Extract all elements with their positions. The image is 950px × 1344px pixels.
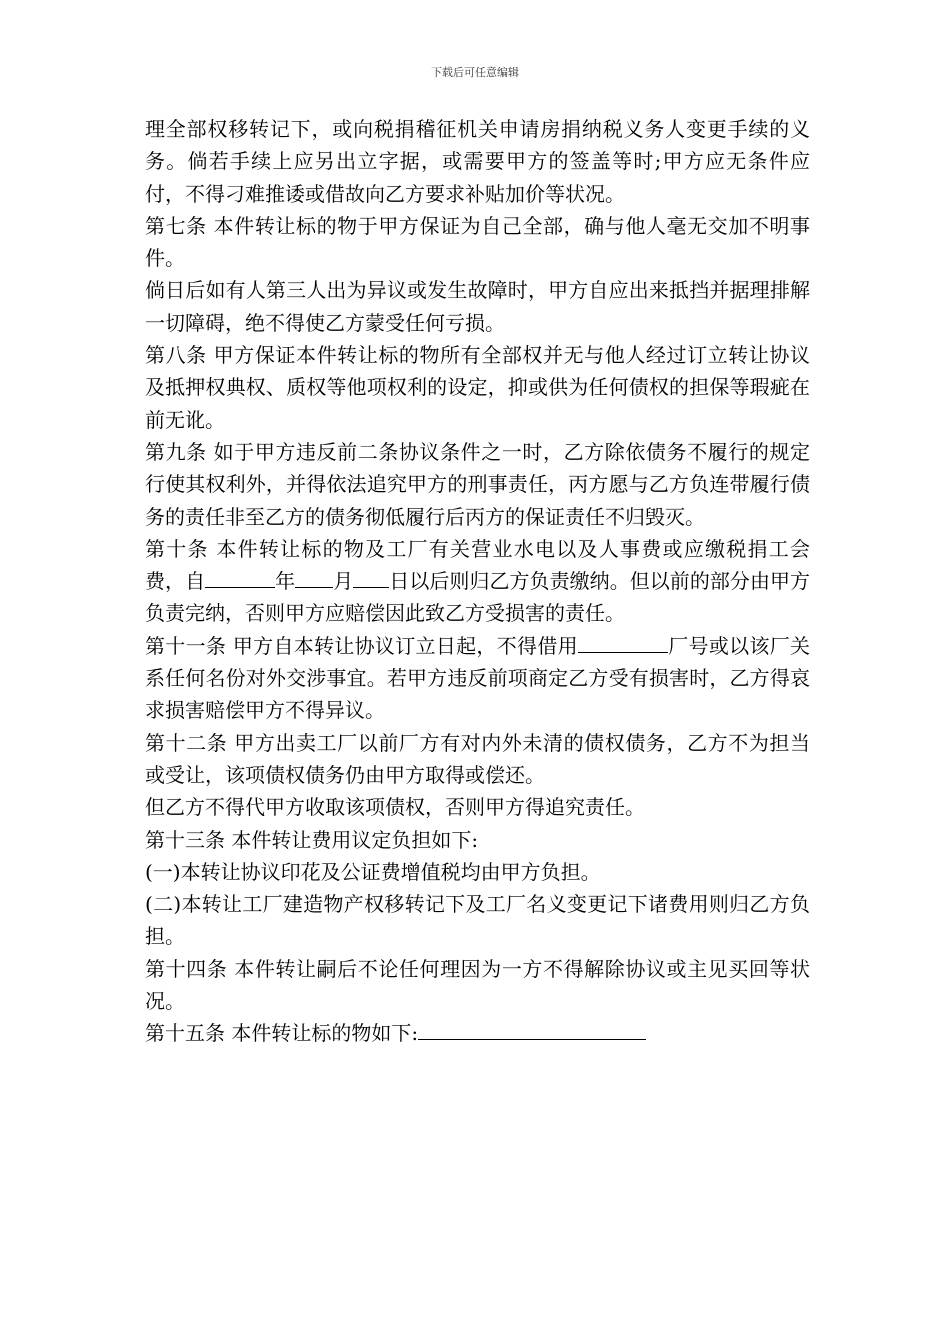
paragraph: 但乙方不得代甲方收取该项债权，否则甲方得追究责任。 [145,795,645,820]
text-segment: 日以后则归乙方负责缴纳。但以前的部分由甲方负责完纳，否则甲方应赔偿因此致乙方受损害的责任。 [145,569,811,626]
text-segment: 年 [275,569,296,594]
article-15 [145,1017,810,1049]
list-item: (一)本转让协议印花及公证费增值税均由甲方负担。 [145,859,601,884]
paragraph: 理全部权移转记下，或向税捐稽征机关申请房捐纳税义务人变更手续的义务。倘若手续上应另出立字据，或需要甲方的签盖等时;甲方应无条件应 付，不得刁难推诿或借故向乙方要求补贴加价等状况。 [145,117,810,206]
text-segment: 第十一条 甲方自本转让协议订立日起，不得借用 [145,633,578,658]
article-9: 第九条 如于甲方违反前二条协议条件之一时，乙方除依债务不履行的规定行使其权利外，并得依法追究甲方的刑事责任，丙方愿与乙方负连带履行债务的责任非至乙方的债务彻低履行后丙方的保证责任不归毁灭。 [145,439,810,529]
text-segment: 厂号或以该厂关系任何名份对外交涉事宜。若甲方违反前项商定乙方受有损害时，乙方得哀求损害赔偿甲方不得异议。 [145,633,811,723]
month-blank [295,565,333,588]
list-item: (二)本转让工厂建造物产权移转记下及工厂名义变更记下诸费用则归乙方负担。 [145,892,810,949]
article-7: 第七条 本件转让标的物于甲方保证为自己全部，确与他人毫无交加不明事件。 [145,213,810,271]
article-14: 第十四条 本件转让嗣后不论任何理因为一方不得解除协议或主见买回等状况。 [145,956,810,1014]
article-10 [145,533,810,630]
subject-matter-blank [418,1017,646,1040]
article-13: 第十三条 本件转让费用议定负担如下: [145,827,479,852]
text-segment: 第十五条 本件转让标的物如下: [145,1021,419,1046]
document-body [145,113,810,1050]
article-11 [145,630,810,727]
text-segment: 第十条 本件转让标的物及工厂有关营业水电以及人事费或应缴税捐工会费，自 [145,536,810,594]
article-12: 第十二条 甲方出卖工厂以前厂方有对内外未清的债权债务，乙方不为担当或受让，该项债权债务仍由甲方取得或偿还。 [145,730,810,787]
year-blank [205,565,275,588]
factory-name-blank [578,630,668,653]
day-blank [353,565,389,588]
article-8: 第八条 甲方保证本件转让标的物所有全部权并无与他人经过订立转让协议及抵押权典权、质权等他项权利的设定，抑或供为任何债权的担保等瑕疵在前无讹。 [145,343,810,432]
paragraph: 倘日后如有人第三人出为异议或发生故障时，甲方自应出来抵挡并据理排解一切障碍，绝不得使乙方蒙受任何亏损。 [145,278,810,335]
text-segment: 月 [333,569,354,594]
page-header: 下载后可任意编辑 [431,66,519,79]
